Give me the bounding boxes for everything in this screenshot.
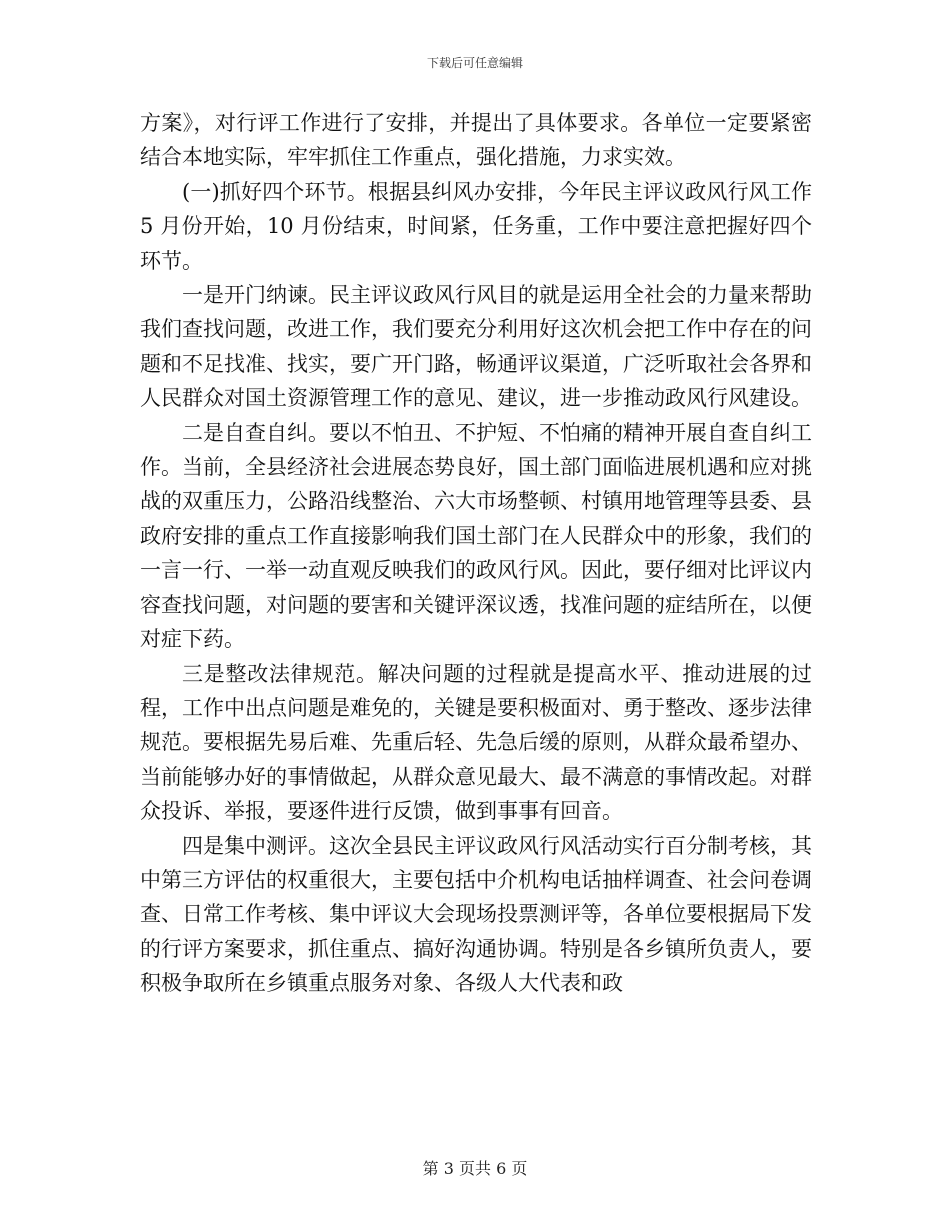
page-header: 下载后可任意编辑	[426, 56, 523, 70]
paragraph-continuation: 方案》，对行评工作进行了安排，并提出了具体要求。各单位一定要紧密结合本地实际，牢牢抓住工作重点，强化措施，力求实效。	[140, 111, 812, 170]
paragraph-open-door: 一是开门纳谏。民主评议政风行风目的就是运用全社会的力量来帮助我们查找问题，改进工作，我们要充分利用好这次机会把工作中存在的问题和不足找准、找实，要广开门路，畅通评议渠道，广泛听取社会各界和人民群众对国土资源管理工作的意见、建议，进一步推动政风行风建设。	[140, 283, 812, 411]
paragraph-rectification: 三是整改法律规范。解决问题的过程就是提高水平、推动进展的过程，工作中出点问题是难免的，关键是要积极面对、勇于整改、逐步法律规范。要根据先易后难、先重后轻、先急后缓的原则，从群众最希望办、当前能够办好的事情做起，从群众意见最大、最不满意的事情改起。对群众投诉、举报，要逐件进行反馈，做到事事有回音。	[140, 661, 812, 824]
paragraph-self-check: 二是自查自纠。要以不怕丑、不护短、不怕痛的精神开展自查自纠工作。当前，全县经济社会进展态势良好，国土部门面临进展机遇和应对挑战的双重压力，公路沿线整治、六大市场整顿、村镇用地管理等县委、县政府安排的重点工作直接影响我们国土部门在人民群众中的形象，我们的一言一行、一举一动直观反映我们的政风行风。因此，要仔细对比评议内容查找问题，对问题的要害和关键评深议透，找准问题的症结所在，以便对症下药。	[140, 420, 812, 652]
paragraph-evaluation: 四是集中测评。这次全县民主评议政风行风活动实行百分制考核，其中第三方评估的权重很大，主要包括中介机构电话抽样调查、社会问卷调查、日常工作考核、集中评议大会现场投票测评等，各单位要根据局下发的行评方案要求，抓住重点、搞好沟通协调。特别是各乡镇所负责人，要积极争取所在乡镇重点服务对象、各级人大代表和政	[140, 833, 812, 996]
page-number-footer: 第 3 页共 6 页	[422, 1159, 528, 1178]
paragraph-four-links: (一)抓好四个环节。根据县纠风办安排，今年民主评议政风行风工作 5 月份开始，10 月份结束，时间紧，任务重，工作中要注意把握好四个环节。	[140, 179, 812, 273]
document-body	[140, 106, 812, 1001]
